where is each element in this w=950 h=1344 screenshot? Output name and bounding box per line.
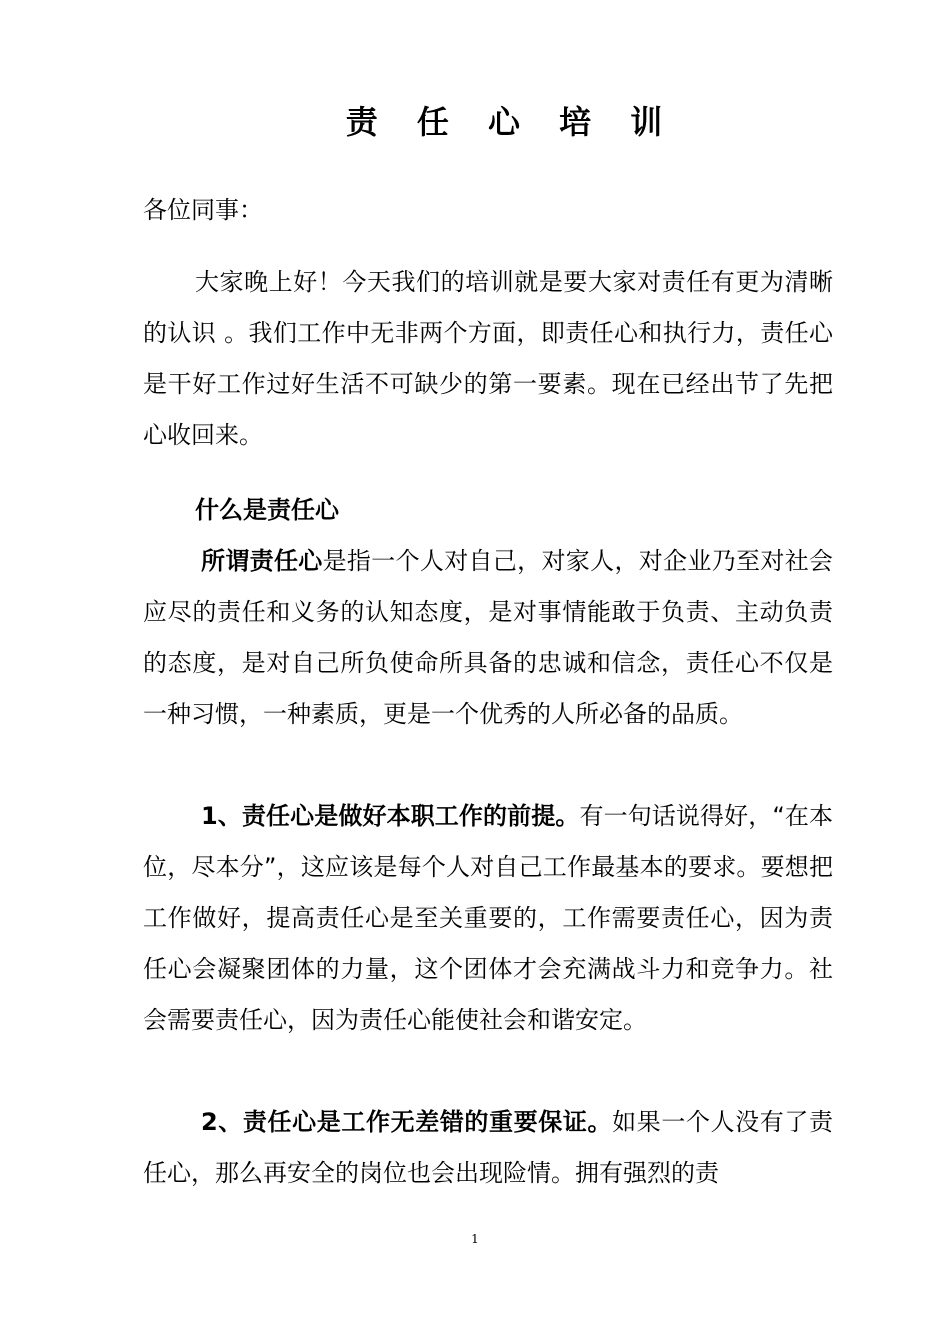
section-heading: 什么是责任心	[195, 496, 339, 524]
point-1-lead: 1、责任心是做好本职工作的前提。	[201, 802, 580, 830]
point-1-paragraph	[143, 791, 833, 1046]
document-title: 责 任 心 培 训	[345, 103, 677, 141]
intro-paragraph: 大家晚上好！今天我们的培训就是要大家对责任有更为清晰的认识 。我们工作中无非两个方面，即责任心和执行力，责任心是干好工作过好生活不可缺少的第一要素。现在已经出节了先把心收回来。	[143, 268, 833, 449]
definition-paragraph	[143, 536, 833, 740]
point-1-text: 有一句话说得好，“在本位，尽本分”，这应该是每个人对自己工作最基本的要求。要想把工作做好，提高责任心是至关重要的，工作需要责任心，因为责任心会凝聚团体的力量，这个团体才会充满战斗力和竞争力。社会需要责任心，因为责任心能使社会和谐安定。	[143, 802, 834, 1034]
definition-text: 是指一个人对自己，对家人，对企业乃至对社会应尽的责任和义务的认知态度，是对事情能敢于负责、主动负责的态度，是对自己所负使命所具备的忠诚和信念，责任心不仅是一种习惯，一种素质，更是一个优秀的人所必备的品质。	[143, 547, 834, 728]
page-number: 1	[471, 1232, 479, 1246]
greeting: 各位同事：	[143, 196, 263, 224]
point-2-paragraph	[143, 1097, 833, 1199]
definition-lead: 所谓责任心	[201, 547, 323, 575]
point-2-lead: 2、责任心是工作无差错的重要保证。	[201, 1108, 613, 1136]
point-2-text: 如果一个人没有了责任心，那么再安全的岗位也会出现险情。拥有强烈的责	[143, 1108, 834, 1187]
